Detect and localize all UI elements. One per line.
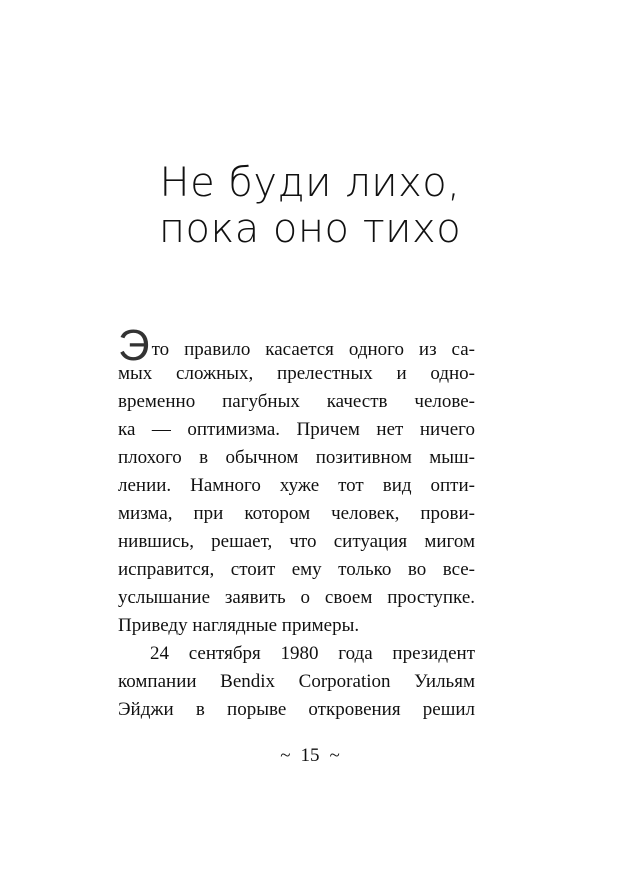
text-line: мых сложных, прелестных и одно- [118,363,475,384]
folio-ornament-left: ~ [280,745,291,766]
text-line: Приведу наглядные примеры. [118,615,360,636]
text-line: лении. Намного хуже тот вид опти- [118,475,475,496]
text-line: нившись, решает, что ситуация мигом [118,531,475,552]
text-line: компании Bendix Corporation Уильям [118,671,475,692]
chapter-title-line-1: Не буди лихо, [159,160,461,206]
folio-ornament-right: ~ [329,745,340,766]
drop-cap: Э [118,321,150,370]
text-line [118,321,475,370]
text-line: 24 сентября 1980 года президент [150,643,475,664]
chapter-title [0,160,620,252]
text-line: Эйджи в порыве откровения решил [118,699,475,720]
text-line: мизма, при котором человек, прови- [118,503,475,524]
text-line: ка — оптимизма. Причем нет ничего [118,419,475,440]
text-line: плохого в обычном позитивном мыш- [118,447,475,468]
body-text [118,321,475,724]
text-line-content: то правило касается одного из са- [151,339,475,360]
page-number-footer [0,744,620,768]
chapter-title-line-2: пока оно тихо [158,206,462,252]
text-line: исправится, стоит ему только во все- [118,559,475,580]
text-line: временно пагубных качеств челове- [118,391,475,412]
text-line: услышание заявить о своем проступке. [118,587,475,608]
page-number: 15 [300,745,320,766]
